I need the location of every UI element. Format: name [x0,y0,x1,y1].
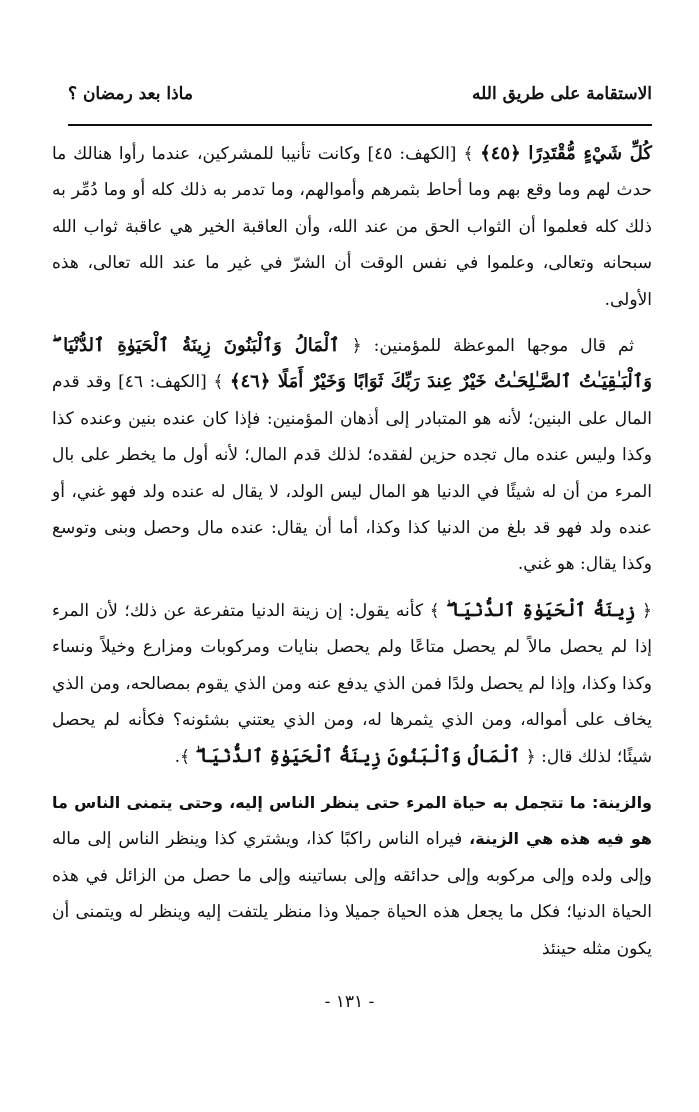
page-body [52,136,652,967]
text-run: فيراه الناس راكبًا كذا، ويشتري كذا وينظر الناس إلى ماله وإلى ولده وإلى مركوبه وإلى حدائقه وإلى بساتينه وإلى ما حصل من الزائل في هذه الحياة الدنيا؛ فكل ما يجعل هذه الحياة جميلا وذا منظر يلتفت إليه وينظر له ويتمنى أن يكون مثله حينئذ [52,829,652,959]
page-number: - ١٣١ - [324,992,375,1012]
section-title: ماذا بعد رمضان ؟ [68,84,193,104]
page-header [68,84,652,118]
paragraph [52,328,652,583]
text-run: ﴾ كأنه يقول: إن زينة الدنيا متفرعة عن ذلك؛ لأن المرء إذا لم يحصل مالاً لم يحصل متاعًا ولم يحصل بنايات ومركوبات ومزارع وخيلاً ونساء وكذا وكذا، وإذا لم يحصل ولدًا فمن الذي يدفع عنه ومن الذي يقوم بمصالحه، ومن الذي يخاف على أمواله، ومن الذي يثمرها له، ومن الذي يعتني بشئونه؟ فكأنه لم يحصل شيئًا؛ لذلك قال: ﴿ [52,600,652,767]
paragraph [52,785,652,967]
quran-verse: ٱلْمَالُ وَٱلْبَنُونَ زِينَةُ ٱلْحَيَوٰةِ ٱلدُّنْيَا ۖ [195,745,521,767]
paragraph [52,593,652,775]
paragraph [52,136,652,318]
quran-verse: زِينَةُ ٱلْحَيَوٰةِ ٱلدُّنْيَا ۖ [446,599,636,621]
text-run: ﴿ [635,600,652,621]
text-run: ﴾ [الكهف: ٤٦] وقد قدم المال على البنين؛ لأنه هو المتبادر إلى أذهان المؤمنين: فإذا كان عنده بنين وعنده كذا وكذا وليس عنده مال تجده حزين لفقده؛ لذلك قدم المال؛ لأنه أول ما يخطر على بال المرء من أن له شيئًا في الدنيا هو المال ليس الولد، لا يقال له عنده ولد فهو غني، أو عنده ولد فهو قد بلغ من الدنيا كذا وكذا، أما أن يقال: عنده مال وحصل وبنى وتوسع وكذا يقال: هو غني. [52,372,652,575]
book-title: الاستقامة على طريق الله [472,84,652,104]
bold-definition: والزينة: ما تتجمل به حياة المرء حتى ينظر الناس إليه، وحتى يتمنى الناس ما هو فيه هذه هي الزينة، [52,792,652,849]
quran-verse: ٱلْمَالُ وَٱلْبَنُونَ زِينَةُ ٱلْحَيَوٰةِ ٱلدُّنْيَا ۖ وَٱلْبَـٰقِيَـٰتُ ٱلصَّـٰلِحَـٰتُ خَيْرٌ عِندَ رَبِّكَ ثَوَابًا وَخَيْرٌ أَمَلًا ﴿٤٦﴾ [52,335,653,393]
text-run: ﴾ [الكهف: ٤٥] وكانت تأنيبا للمشركين، عندما رأوا هنالك ما حدث لهم وما وقع بهم وما أحاط بثمرهم وأموالهم، وما تدمر به ذلك كله أو وما دُمِّر به ذلك كله فعلموا أن الثواب الحق من عند الله، وأن العاقبة الخير هي عاقبة ثواب الله سبحانه وتعالى، وعلموا في نفس الوقت أن الشرّ في غير ما عند الله تعالى، هذه الأولى. [52,144,652,310]
header-divider [68,124,652,126]
text-run: ﴾. [174,746,196,767]
text-run: ثم قال موجها الموعظة للمؤمنين: ﴿ [339,336,635,357]
quran-verse: كُلِّ شَيْءٍ مُّقْتَدِرًا ﴿٤٥﴾ [480,143,652,164]
